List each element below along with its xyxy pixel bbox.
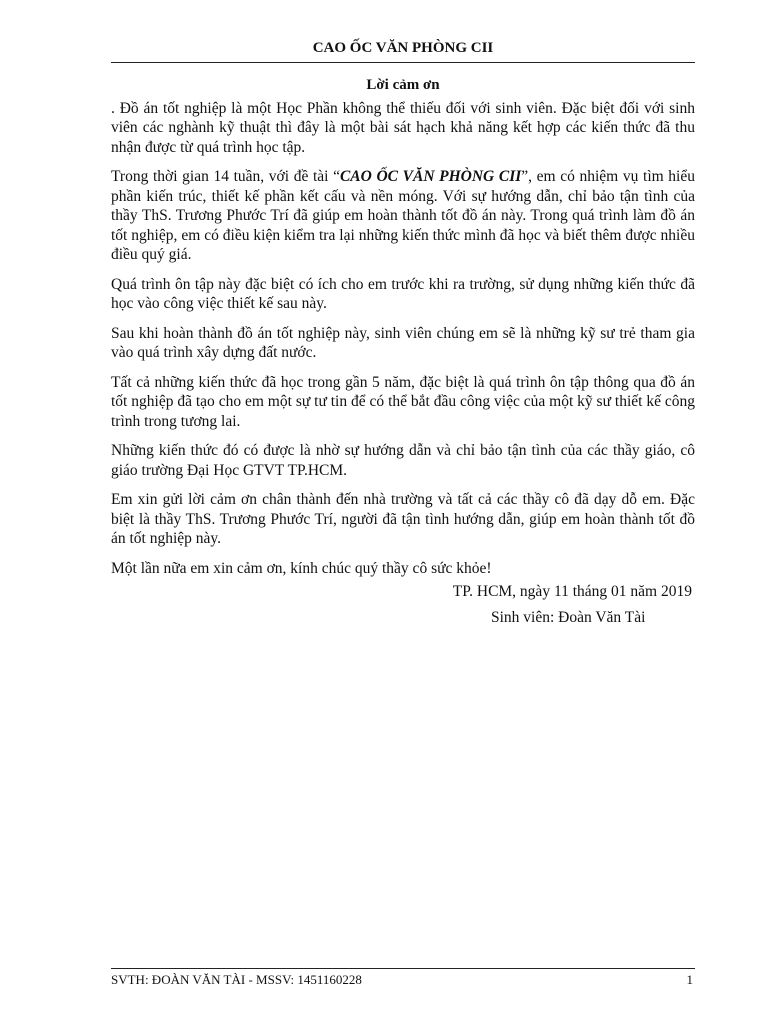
paragraph-5: Tất cả những kiến thức đã học trong gần 5 năm, đặc biệt là quá trình ôn tập thông qua đồ án tốt nghiệp đã tạo cho em một sự tư tin để có thể bắt đầu công việc của một kỹ sư thiết kế công trình trong tương lai. (111, 373, 695, 430)
student-signature-line: Sinh viên: Đoàn Văn Tài (491, 608, 646, 626)
paragraph-6: Những kiến thức đó có được là nhờ sự hướng dẫn và chỉ bảo tận tình của các thầy giáo, cô giáo trường Đại Học GTVT TP.HCM. (111, 442, 695, 479)
page-number: 1 (686, 972, 693, 987)
place-date: TP. HCM, ngày 11 tháng 01 năm 2019 (452, 583, 692, 600)
page-header (111, 40, 695, 63)
paragraph-2 (111, 167, 695, 265)
paragraph-1: . Đồ án tốt nghiệp là một Học Phần không thể thiếu đối với sinh viên. Đặc biệt đối với sinh viên các nghành kỹ thuật thì đây là một bài sát hạch khả năng kết hợp các kiến thức đã thu nhận được từ quá trình học tập. (111, 99, 695, 156)
footer-student-info: SVTH: ĐOÀN VĂN TÀI - MSSV: 1451160228 (111, 972, 362, 987)
signoff (111, 582, 695, 627)
document-body (111, 76, 695, 588)
paragraph-2-end: ”, em có nhiệm vụ tìm hiểu phần kiến trúc, thiết kế phần kết cấu và nền móng. Với sự hướng dẫn, chỉ bảo tận tình của thầy ThS. Trương Phước Trí đã giúp em hoàn thành tốt đồ án này. Trong quá trình làm đồ án tốt nghiệp, em có điều kiện kiểm tra lại những kiến thức mình đã học và biết thêm được nhiều điều quý giá. (111, 168, 695, 263)
project-name-emphasis: CAO ỐC VĂN PHÒNG CII (339, 168, 522, 185)
header-title: CAO ỐC VĂN PHÒNG CII (312, 40, 494, 56)
paragraph-4: Sau khi hoàn thành đồ án tốt nghiệp này, sinh viên chúng em sẽ là những kỹ sư trẻ tham gia vào quá trình xây dựng đất nước. (111, 324, 695, 361)
paragraph-2-start: Trong thời gian 14 tuần, với đề tài “ (111, 168, 340, 185)
page-footer (111, 968, 695, 988)
paragraph-8: Một lần nữa em xin cảm ơn, kính chúc quý thầy cô sức khỏe! (111, 559, 492, 577)
paragraph-7: Em xin gửi lời cảm ơn chân thành đến nhà trường và tất cả các thầy cô đã dạy dỗ em. Đặc biệt là thầy ThS. Trương Phước Trí, người đã tận tình hướng dẫn, giúp em hoàn thành tốt đồ án tốt nghiệp này. (111, 491, 695, 547)
section-title: Lời cảm ơn (366, 77, 440, 93)
paragraph-3: Quá trình ôn tập này đặc biệt có ích cho em trước khi ra trường, sử dụng những kiến thức đã học vào công việc thiết kế sau này. (111, 275, 695, 312)
